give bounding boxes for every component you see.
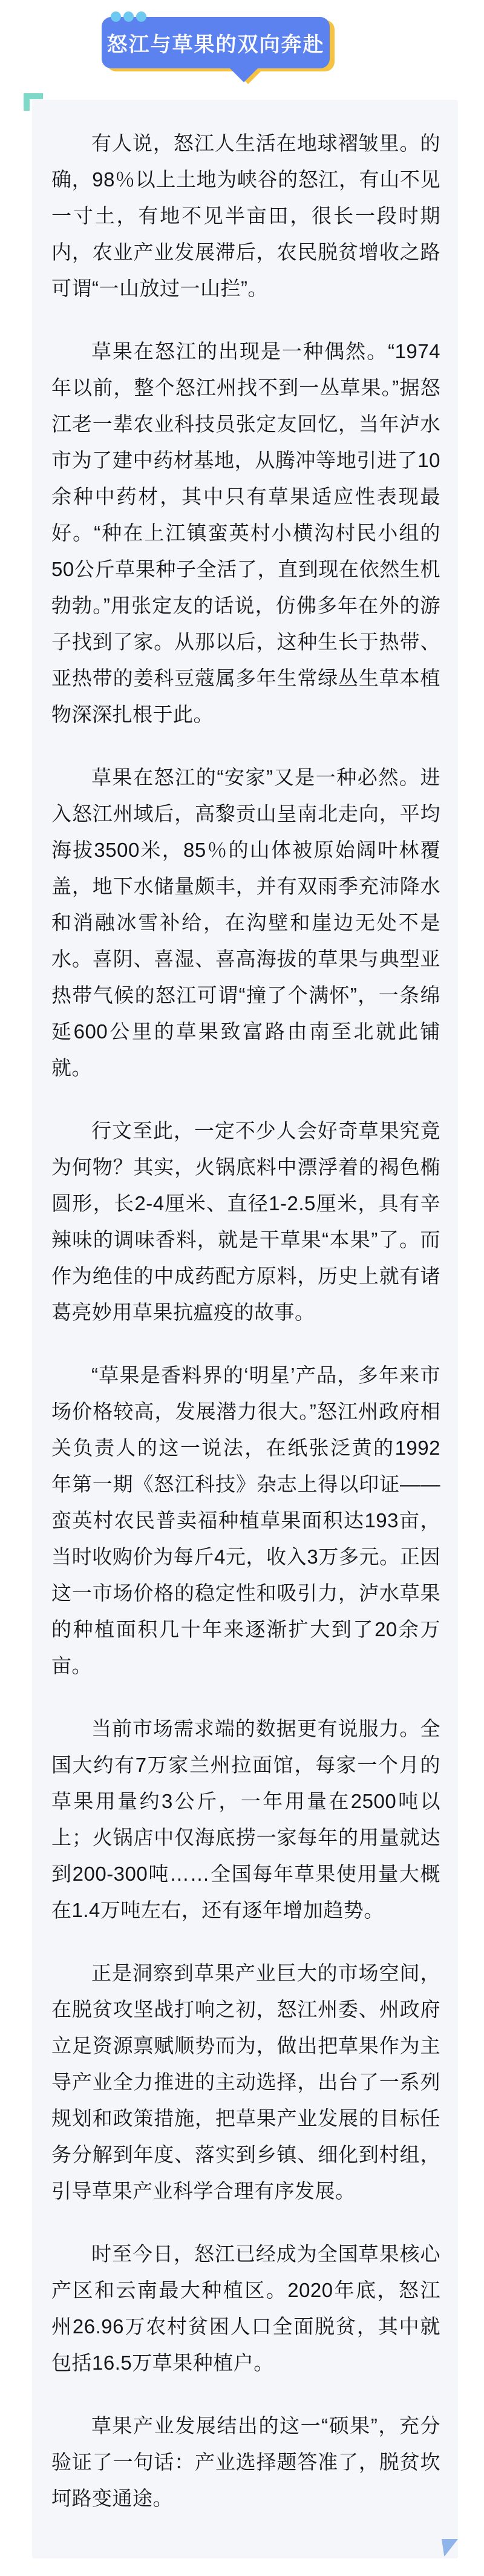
article-paragraph: 草果在怒江的出现是一种偶然。“1974年以前，整个怒江州找不到一丛草果。”据怒江老一辈农业科技员张定友回忆，当年泸水市为了建中药材基地，从腾冲等地引进了10余种中药材，其中只有草果适应性表现最好。“种在上江镇蛮英村小横沟村民小组的50公斤草果种子全活了，直到现在依然生机勃勃。”用张定友的话说，仿佛多年在外的游子找到了家。从那以后，这种生长于热带、亚热带的姜科豆蔻属多年生常绿丛生草本植物深深扎根于此。 (51, 340, 440, 726)
article-paragraph: 行文至此，一定不少人会好奇草果究竟为何物？其实，火锅底料中漂浮着的褐色椭圆形，长2-4厘米、直径1-2.5厘米，具有辛辣味的调味香料，就是干草果“本果”了。而作为绝佳的中成药配方原料，历史上就有诸葛亮妙用草果抗瘟疫的故事。 (51, 1119, 440, 1323)
corner-triangle-icon (442, 2539, 458, 2557)
title-speech-bubble (102, 17, 330, 68)
bubble-body (102, 17, 330, 68)
corner-bracket-icon (24, 93, 43, 111)
dot-icon (136, 11, 146, 22)
article-paragraph: 当前市场需求端的数据更有说服力。全国大约有7万家兰州拉面馆，每家一个月的草果用量约3公斤，一年用量在2500吨以上；火锅店中仅海底捞一家每年的用量就达到200-300吨……全国每年草果使用量大概在1.4万吨左右，还有逐年增加趋势。 (51, 1717, 440, 1921)
article-paragraph: “草果是香料界的‘明星’产品，多年来市场价格较高，发展潜力很大。”怒江州政府相关负责人的这一说法，在纸张泛黄的1992年第一期《怒江科技》杂志上得以印证——蛮英村农民普卖福种植草果面积达193亩，当时收购价为每斤4元，收入3万多元。正因这一市场价格的稳定性和吸引力，泸水草果的种植面积几十年来逐渐扩大到了20余万亩。 (51, 1364, 440, 1677)
dot-icon (111, 11, 121, 22)
article-paragraph: 正是洞察到草果产业巨大的市场空间，在脱贫攻坚战打响之初，怒江州委、州政府立足资源禀赋顺势而为，做出把草果作为主导产业全力推进的主动选择，出台了一系列规划和政策措施，把草果产业发展的目标任务分解到年度、落实到乡镇、细化到村组，引导草果产业科学合理有序发展。 (51, 1962, 440, 2202)
article-card (32, 100, 458, 2558)
page-title: 怒江与草果的双向奔赴 (106, 33, 325, 56)
article-paragraph: 时至今日，怒江已经成为全国草果核心产区和云南最大种植区。2020年底，怒江州26.96万农村贫困人口全面脱贫，其中就包括16.5万草果种植户。 (51, 2243, 440, 2374)
bubble-dots (111, 11, 146, 22)
article-paragraph: 有人说，怒江人生活在地球褶皱里。的确，98％以上土地为峡谷的怒江，有山不见一寸土，有地不见半亩田，很长一段时期内，农业产业发展滞后，农民脱贫增收之路可谓“一山放过一山拦”。 (51, 132, 440, 300)
dot-icon (123, 11, 134, 22)
bubble-tail (230, 68, 258, 82)
article-paragraph: 草果在怒江的“安家”又是一种必然。进入怒江州域后，高黎贡山呈南北走向，平均海拔3500米，85％的山体被原始阔叶林覆盖，地下水储量颇丰，并有双雨季充沛降水和消融冰雪补给，在沟壁和崖边无处不是水。喜阴、喜湿、喜高海拔的草果与典型亚热带气候的怒江可谓“撞了个满怀”，一条绵延600公里的草果致富路由南至北就此铺就。 (51, 766, 440, 1079)
article-paragraph: 草果产业发展结出的这一“硕果”，充分验证了一句话：产业选择题答准了，脱贫坎坷路变通途。 (51, 2414, 440, 2509)
